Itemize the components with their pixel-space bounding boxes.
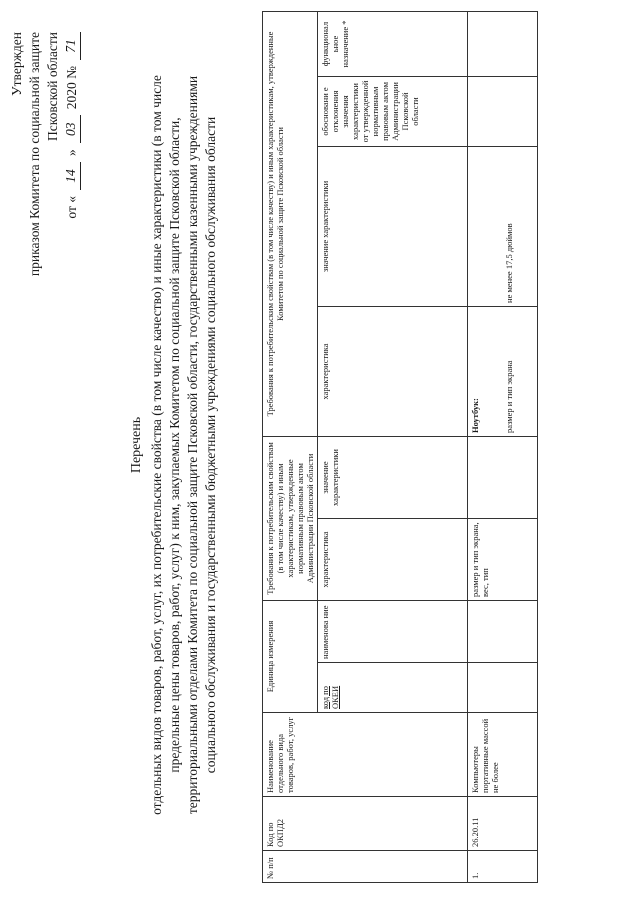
header-committee-char: характеристика xyxy=(318,306,468,436)
title-heading: Перечень xyxy=(129,416,144,474)
cell-num: 1. xyxy=(468,851,538,883)
header-unit-code: код по ОКЕИ xyxy=(318,663,468,713)
approval-date-line xyxy=(62,32,81,276)
approval-line-1: Утвержден xyxy=(9,32,24,96)
requirements-table xyxy=(262,11,538,883)
approval-line-2: приказом Комитета по социальной защите xyxy=(27,32,42,277)
date-prefix: от « xyxy=(64,196,79,219)
header-committee-val: значение характеристики xyxy=(318,146,468,306)
cell-name: Компьютеры портативные массой не более xyxy=(468,713,538,797)
header-name: Наименование отдельного вида товаров, работ, услуг xyxy=(263,713,468,797)
cell-function xyxy=(468,11,538,76)
date-month: 03 xyxy=(62,115,81,143)
cell-admin-char: размер и тип экрана, вес, тип xyxy=(468,518,538,600)
cell-justification xyxy=(468,76,538,146)
header-num: № п/п xyxy=(263,851,468,883)
cell-committee-val xyxy=(468,146,538,306)
date-day: 14 xyxy=(62,162,81,190)
approval-block xyxy=(8,32,81,276)
title-text: отдельных видов товаров, работ, услуг, их потребительские свойства (в том числе качество) и иные характеристики (в том числе предельные цены товаров, работ, услуг) к ним, закупаемых Комитетом по социальной защите Псковской области, территориальными отделами Комитета по социальной защите Псковской области, государственными казенными учреждениями социального обслуживания и государственными бюджетными учреждениями социального обслуживания области xyxy=(149,75,218,815)
date-year: 2020 № xyxy=(64,66,79,110)
date-mid: » xyxy=(64,149,79,157)
order-number: 71 xyxy=(62,32,81,60)
cell-unit-code xyxy=(468,663,538,713)
cell-admin-val xyxy=(468,436,538,518)
cell-committee-char xyxy=(468,306,538,436)
cell-committee-val-text: не менее 17,5 дюймов xyxy=(504,223,514,303)
header-admin-char: характеристика xyxy=(318,518,468,600)
header-admin-val: значение характеристики xyxy=(318,436,468,518)
cell-committee-char-title: Ноутбук: xyxy=(470,398,480,433)
table-row xyxy=(468,11,538,882)
header-unit: Единица измерения xyxy=(263,600,318,712)
cell-committee-char-text: размер и тип экрана xyxy=(504,360,514,433)
header-unit-name: наименова ние xyxy=(318,600,468,662)
header-function: функционал ьное назначение * xyxy=(318,11,468,76)
header-req-committee: Требования к потребительским свойствам (в том числе качеству) и иным характеристикам, утвержденные Комитетом по социальной защите Псковской области xyxy=(263,11,318,436)
document-title xyxy=(128,75,220,815)
header-okpd: Код по ОКПД2 xyxy=(263,797,468,851)
cell-okpd: 26.20.11 xyxy=(468,797,538,851)
header-justification: обосновани е отклонения значения характеристики от утвержденной нормативным правовым актом Администрации Псковской области xyxy=(318,76,468,146)
header-row-1 xyxy=(263,11,318,882)
header-req-admin: Требования к потребительским свойствам (в том числе качеству) и иным характеристикам, утвержденные нормативным правовым актом Администрации Псковской области xyxy=(263,436,318,600)
cell-unit-name xyxy=(468,600,538,662)
approval-line-3: Псковской области xyxy=(45,32,60,142)
